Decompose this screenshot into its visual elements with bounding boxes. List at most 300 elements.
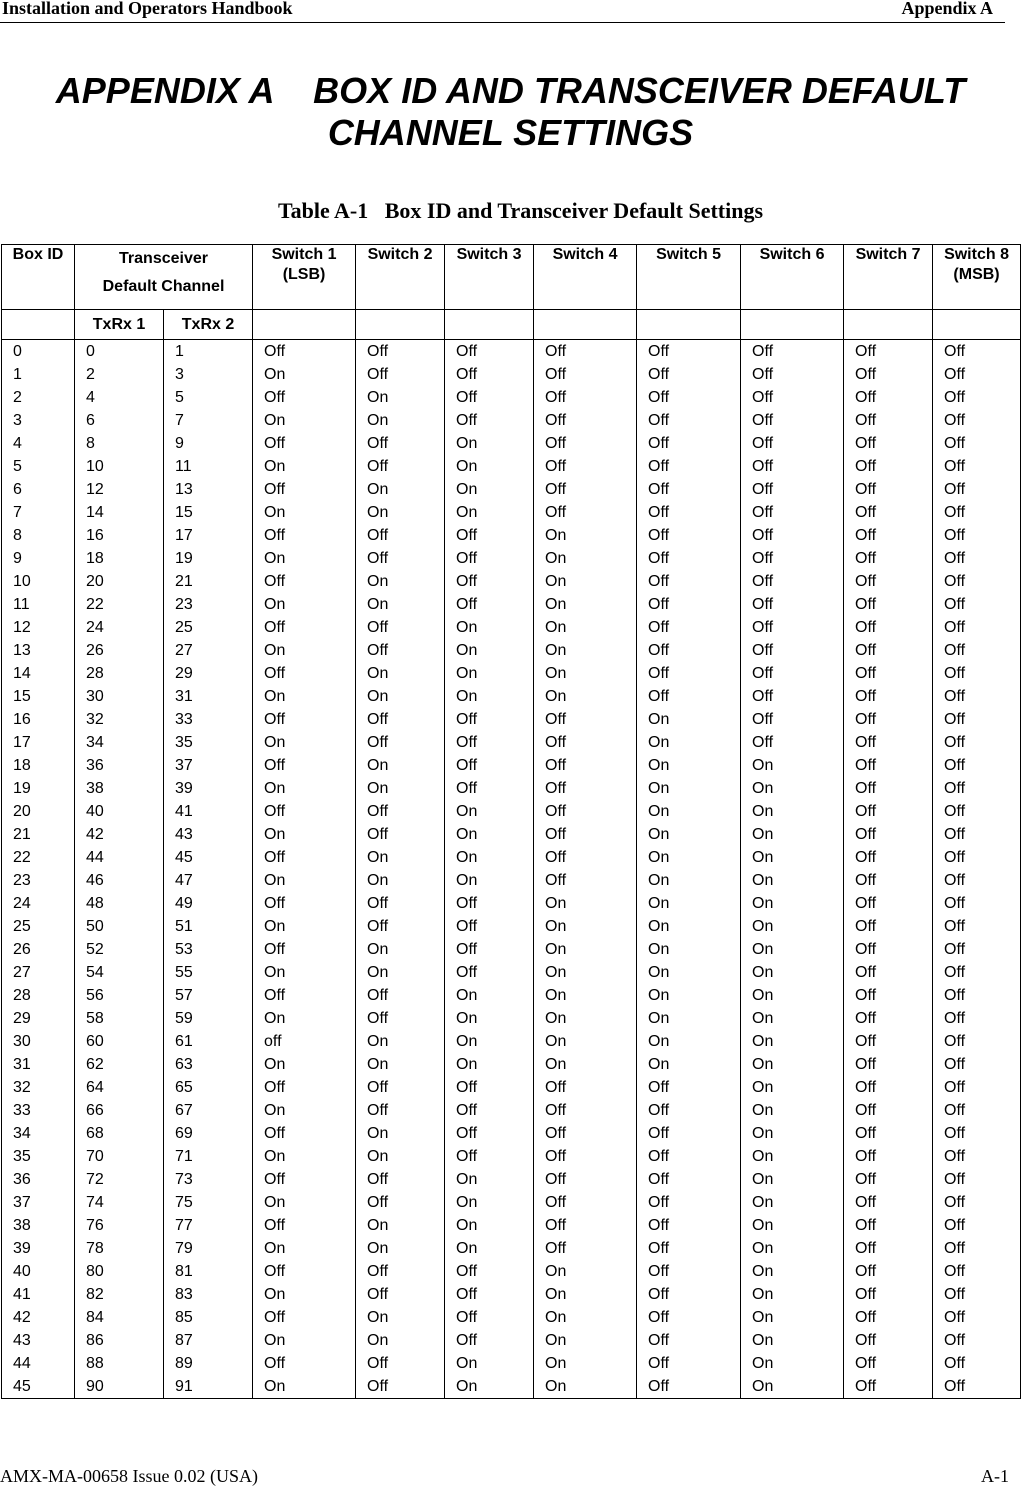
cell-switch-4: On [534,1375,637,1399]
table-row [2,1329,1021,1352]
cell-txrx-1: 80 [75,1260,164,1283]
cell-txrx-2: 35 [164,731,253,754]
cell-switch-2: Off [356,616,445,639]
cell-switch-4: Off [534,478,637,501]
cell-switch-5: On [637,708,741,731]
cell-switch-4: On [534,892,637,915]
cell-txrx-2: 7 [164,409,253,432]
cell-txrx-1: 2 [75,363,164,386]
cell-switch-1: Off [253,662,356,685]
cell-txrx-2: 71 [164,1145,253,1168]
cell-switch-3: On [445,1007,534,1030]
header-txrx-2: TxRx 2 [164,310,253,340]
cell-switch-5: On [637,777,741,800]
cell-box-id: 37 [2,1191,75,1214]
cell-switch-7: Off [844,938,933,961]
cell-txrx-1: 4 [75,386,164,409]
cell-switch-6: On [741,1214,844,1237]
cell-box-id: 18 [2,754,75,777]
cell-switch-5: On [637,938,741,961]
cell-switch-3: Off [445,708,534,731]
cell-box-id: 41 [2,1283,75,1306]
cell-box-id: 44 [2,1352,75,1375]
header-section: Appendix A [901,0,993,18]
cell-switch-5: Off [637,1306,741,1329]
table-row [2,1007,1021,1030]
cell-switch-2: On [356,1122,445,1145]
cell-switch-8: Off [933,1214,1021,1237]
cell-switch-2: Off [356,892,445,915]
header-switch-7: Switch 7 [844,245,933,310]
cell-switch-1: On [253,1053,356,1076]
cell-switch-1: On [253,547,356,570]
cell-box-id: 16 [2,708,75,731]
table-row [2,478,1021,501]
cell-txrx-2: 13 [164,478,253,501]
cell-switch-8: Off [933,478,1021,501]
cell-switch-2: On [356,754,445,777]
cell-box-id: 24 [2,892,75,915]
cell-switch-8: Off [933,1099,1021,1122]
cell-txrx-1: 40 [75,800,164,823]
cell-switch-6: Off [741,731,844,754]
cell-txrx-2: 25 [164,616,253,639]
header-txrx-1: TxRx 1 [75,310,164,340]
cell-switch-4: On [534,1030,637,1053]
cell-switch-5: Off [637,1214,741,1237]
cell-switch-2: On [356,846,445,869]
header-switch-6: Switch 6 [741,245,844,310]
cell-switch-1: Off [253,386,356,409]
cell-switch-8: Off [933,1191,1021,1214]
cell-switch-4: On [534,1053,637,1076]
cell-txrx-1: 16 [75,524,164,547]
cell-switch-4: On [534,524,637,547]
table-row [2,708,1021,731]
cell-box-id: 29 [2,1007,75,1030]
cell-switch-2: On [356,1145,445,1168]
cell-switch-6: On [741,1260,844,1283]
cell-switch-8: Off [933,547,1021,570]
cell-switch-7: Off [844,1375,933,1399]
cell-switch-6: On [741,846,844,869]
cell-switch-3: Off [445,1306,534,1329]
cell-switch-2: Off [356,340,445,364]
cell-box-id: 36 [2,1168,75,1191]
cell-txrx-1: 44 [75,846,164,869]
cell-switch-8: Off [933,363,1021,386]
cell-switch-6: On [741,754,844,777]
cell-txrx-1: 68 [75,1122,164,1145]
table-row [2,1375,1021,1399]
header-switch-1 [253,245,356,310]
cell-txrx-2: 27 [164,639,253,662]
cell-switch-7: Off [844,1283,933,1306]
cell-switch-4: Off [534,1191,637,1214]
cell-switch-6: On [741,938,844,961]
cell-switch-3: Off [445,731,534,754]
subheader-empty [844,310,933,340]
cell-box-id: 3 [2,409,75,432]
cell-switch-4: Off [534,846,637,869]
cell-switch-8: Off [933,731,1021,754]
cell-txrx-1: 78 [75,1237,164,1260]
header-box-id: Box ID [2,245,75,310]
cell-switch-8: Off [933,570,1021,593]
cell-switch-3: Off [445,777,534,800]
table-row [2,915,1021,938]
header-switch-1-label: Switch 1 [271,246,337,263]
cell-switch-5: On [637,892,741,915]
table-subheader-row [2,310,1021,340]
cell-box-id: 33 [2,1099,75,1122]
cell-switch-1: Off [253,478,356,501]
cell-switch-1: Off [253,708,356,731]
subheader-empty [933,310,1021,340]
header-switch-2: Switch 2 [356,245,445,310]
header-switch-1-note: (LSB) [282,266,326,283]
cell-switch-1: On [253,823,356,846]
table-row [2,1191,1021,1214]
table-row [2,386,1021,409]
cell-switch-1: On [253,731,356,754]
footer-doc-id: AMX-MA-00658 Issue 0.02 (USA) [0,1466,258,1486]
cell-txrx-2: 91 [164,1375,253,1399]
cell-switch-2: Off [356,915,445,938]
subheader-empty [356,310,445,340]
cell-txrx-2: 59 [164,1007,253,1030]
cell-switch-3: On [445,1053,534,1076]
table-row [2,432,1021,455]
cell-txrx-1: 74 [75,1191,164,1214]
cell-txrx-1: 14 [75,501,164,524]
cell-switch-7: Off [844,1306,933,1329]
cell-switch-2: On [356,1214,445,1237]
cell-switch-7: Off [844,501,933,524]
table-row [2,1306,1021,1329]
cell-switch-3: On [445,662,534,685]
cell-switch-4: On [534,1329,637,1352]
table-row [2,1099,1021,1122]
cell-box-id: 15 [2,685,75,708]
cell-switch-3: Off [445,363,534,386]
cell-box-id: 12 [2,616,75,639]
cell-switch-5: Off [637,501,741,524]
cell-switch-4: On [534,1007,637,1030]
table-row [2,1237,1021,1260]
cell-txrx-2: 87 [164,1329,253,1352]
cell-box-id: 13 [2,639,75,662]
cell-txrx-2: 19 [164,547,253,570]
cell-switch-8: Off [933,639,1021,662]
cell-switch-7: Off [844,800,933,823]
cell-txrx-2: 39 [164,777,253,800]
cell-switch-7: Off [844,478,933,501]
table-row [2,501,1021,524]
cell-switch-2: On [356,478,445,501]
cell-switch-7: Off [844,455,933,478]
cell-txrx-2: 69 [164,1122,253,1145]
cell-txrx-2: 43 [164,823,253,846]
table-row [2,340,1021,364]
cell-switch-8: Off [933,409,1021,432]
cell-switch-6: Off [741,708,844,731]
cell-switch-3: Off [445,754,534,777]
cell-switch-5: Off [637,409,741,432]
cell-switch-8: Off [933,1352,1021,1375]
cell-switch-8: Off [933,869,1021,892]
cell-box-id: 17 [2,731,75,754]
cell-switch-5: On [637,1030,741,1053]
table-row [2,1030,1021,1053]
cell-switch-1: On [253,1099,356,1122]
cell-switch-1: Off [253,340,356,364]
cell-switch-5: Off [637,616,741,639]
cell-switch-7: Off [844,570,933,593]
cell-switch-1: Off [253,892,356,915]
cell-switch-1: On [253,409,356,432]
cell-switch-2: On [356,409,445,432]
cell-switch-1: On [253,777,356,800]
table-row [2,1053,1021,1076]
cell-switch-6: Off [741,593,844,616]
cell-switch-3: Off [445,915,534,938]
cell-txrx-1: 84 [75,1306,164,1329]
cell-switch-6: On [741,800,844,823]
cell-txrx-1: 82 [75,1283,164,1306]
cell-switch-2: Off [356,1191,445,1214]
cell-txrx-1: 46 [75,869,164,892]
cell-switch-2: Off [356,1099,445,1122]
cell-txrx-1: 56 [75,984,164,1007]
cell-box-id: 42 [2,1306,75,1329]
cell-switch-7: Off [844,777,933,800]
cell-switch-3: On [445,639,534,662]
cell-txrx-1: 64 [75,1076,164,1099]
cell-switch-6: On [741,1168,844,1191]
cell-switch-3: Off [445,892,534,915]
cell-txrx-2: 53 [164,938,253,961]
cell-txrx-2: 51 [164,915,253,938]
cell-switch-1: Off [253,846,356,869]
cell-box-id: 0 [2,340,75,364]
cell-txrx-1: 20 [75,570,164,593]
cell-switch-3: Off [445,1260,534,1283]
cell-switch-2: Off [356,1007,445,1030]
cell-switch-7: Off [844,1099,933,1122]
cell-switch-6: On [741,1283,844,1306]
cell-switch-1: off [253,1030,356,1053]
cell-switch-4: Off [534,823,637,846]
cell-switch-2: Off [356,823,445,846]
cell-switch-7: Off [844,547,933,570]
cell-txrx-2: 9 [164,432,253,455]
footer-page-number: A-1 [981,1466,1009,1486]
cell-switch-8: Off [933,800,1021,823]
table-row [2,800,1021,823]
cell-switch-1: Off [253,754,356,777]
cell-switch-6: Off [741,547,844,570]
cell-switch-7: Off [844,386,933,409]
table-row [2,984,1021,1007]
cell-switch-3: On [445,1191,534,1214]
cell-switch-4: On [534,662,637,685]
cell-switch-1: Off [253,1352,356,1375]
cell-switch-2: Off [356,1352,445,1375]
cell-switch-1: On [253,869,356,892]
cell-txrx-2: 11 [164,455,253,478]
cell-box-id: 32 [2,1076,75,1099]
cell-txrx-1: 76 [75,1214,164,1237]
cell-switch-5: Off [637,1168,741,1191]
cell-txrx-1: 32 [75,708,164,731]
cell-switch-6: Off [741,616,844,639]
cell-switch-2: Off [356,731,445,754]
cell-switch-5: On [637,823,741,846]
cell-txrx-1: 66 [75,1099,164,1122]
cell-switch-2: On [356,1053,445,1076]
cell-txrx-1: 24 [75,616,164,639]
cell-txrx-2: 85 [164,1306,253,1329]
cell-switch-2: On [356,1306,445,1329]
cell-switch-2: Off [356,547,445,570]
cell-switch-2: Off [356,1283,445,1306]
cell-switch-5: On [637,984,741,1007]
cell-txrx-1: 60 [75,1030,164,1053]
cell-switch-7: Off [844,340,933,364]
cell-switch-3: On [445,846,534,869]
cell-switch-4: Off [534,386,637,409]
cell-switch-3: On [445,432,534,455]
cell-switch-4: Off [534,1099,637,1122]
cell-switch-5: Off [637,340,741,364]
cell-box-id: 20 [2,800,75,823]
cell-txrx-2: 17 [164,524,253,547]
cell-switch-7: Off [844,662,933,685]
cell-txrx-2: 61 [164,1030,253,1053]
cell-switch-2: On [356,777,445,800]
cell-switch-6: On [741,1306,844,1329]
cell-switch-4: On [534,1352,637,1375]
cell-switch-1: Off [253,616,356,639]
table-body [2,340,1021,1399]
cell-switch-4: On [534,938,637,961]
cell-txrx-1: 30 [75,685,164,708]
cell-txrx-2: 1 [164,340,253,364]
cell-switch-2: On [356,1237,445,1260]
cell-box-id: 28 [2,984,75,1007]
cell-switch-2: On [356,501,445,524]
cell-switch-4: On [534,547,637,570]
cell-switch-6: Off [741,386,844,409]
cell-switch-3: Off [445,409,534,432]
settings-table [1,244,1021,1399]
cell-switch-8: Off [933,524,1021,547]
cell-switch-6: Off [741,455,844,478]
cell-switch-4: Off [534,432,637,455]
cell-switch-8: Off [933,754,1021,777]
table-row [2,593,1021,616]
cell-switch-7: Off [844,685,933,708]
cell-switch-7: Off [844,846,933,869]
cell-switch-7: Off [844,1329,933,1352]
cell-switch-1: Off [253,800,356,823]
cell-txrx-2: 15 [164,501,253,524]
cell-box-id: 31 [2,1053,75,1076]
cell-switch-2: On [356,1030,445,1053]
cell-switch-8: Off [933,386,1021,409]
cell-switch-7: Off [844,1076,933,1099]
table-row [2,1168,1021,1191]
cell-box-id: 45 [2,1375,75,1399]
cell-switch-4: On [534,685,637,708]
cell-switch-8: Off [933,823,1021,846]
cell-switch-7: Off [844,616,933,639]
cell-box-id: 21 [2,823,75,846]
cell-box-id: 2 [2,386,75,409]
cell-switch-5: On [637,915,741,938]
table-caption: Table A-1 Box ID and Transceiver Default Settings [277,198,764,223]
cell-switch-1: On [253,639,356,662]
cell-switch-6: On [741,984,844,1007]
cell-switch-6: Off [741,685,844,708]
cell-switch-8: Off [933,915,1021,938]
cell-box-id: 14 [2,662,75,685]
table-row [2,363,1021,386]
cell-txrx-1: 58 [75,1007,164,1030]
cell-switch-1: On [253,915,356,938]
table-row [2,1352,1021,1375]
cell-switch-6: Off [741,570,844,593]
cell-txrx-2: 89 [164,1352,253,1375]
cell-txrx-2: 65 [164,1076,253,1099]
cell-switch-3: On [445,1168,534,1191]
cell-switch-8: Off [933,1030,1021,1053]
table-row [2,570,1021,593]
cell-box-id: 7 [2,501,75,524]
cell-txrx-2: 37 [164,754,253,777]
cell-switch-7: Off [844,708,933,731]
cell-switch-5: Off [637,1375,741,1399]
cell-switch-4: Off [534,1076,637,1099]
cell-txrx-1: 36 [75,754,164,777]
cell-switch-7: Off [844,1352,933,1375]
cell-switch-1: Off [253,984,356,1007]
cell-box-id: 25 [2,915,75,938]
cell-txrx-1: 28 [75,662,164,685]
cell-switch-7: Off [844,1168,933,1191]
cell-switch-5: On [637,754,741,777]
cell-switch-6: On [741,1191,844,1214]
cell-switch-4: On [534,570,637,593]
cell-txrx-1: 52 [75,938,164,961]
cell-switch-2: Off [356,1260,445,1283]
cell-switch-7: Off [844,1237,933,1260]
cell-switch-1: Off [253,1214,356,1237]
cell-switch-8: Off [933,685,1021,708]
cell-switch-4: Off [534,754,637,777]
cell-switch-3: On [445,1237,534,1260]
cell-switch-2: Off [356,1168,445,1191]
table-row [2,777,1021,800]
cell-switch-3: On [445,455,534,478]
cell-box-id: 9 [2,547,75,570]
cell-switch-2: Off [356,708,445,731]
cell-switch-4: On [534,915,637,938]
cell-switch-5: Off [637,524,741,547]
cell-switch-4: Off [534,340,637,364]
cell-switch-3: Off [445,386,534,409]
